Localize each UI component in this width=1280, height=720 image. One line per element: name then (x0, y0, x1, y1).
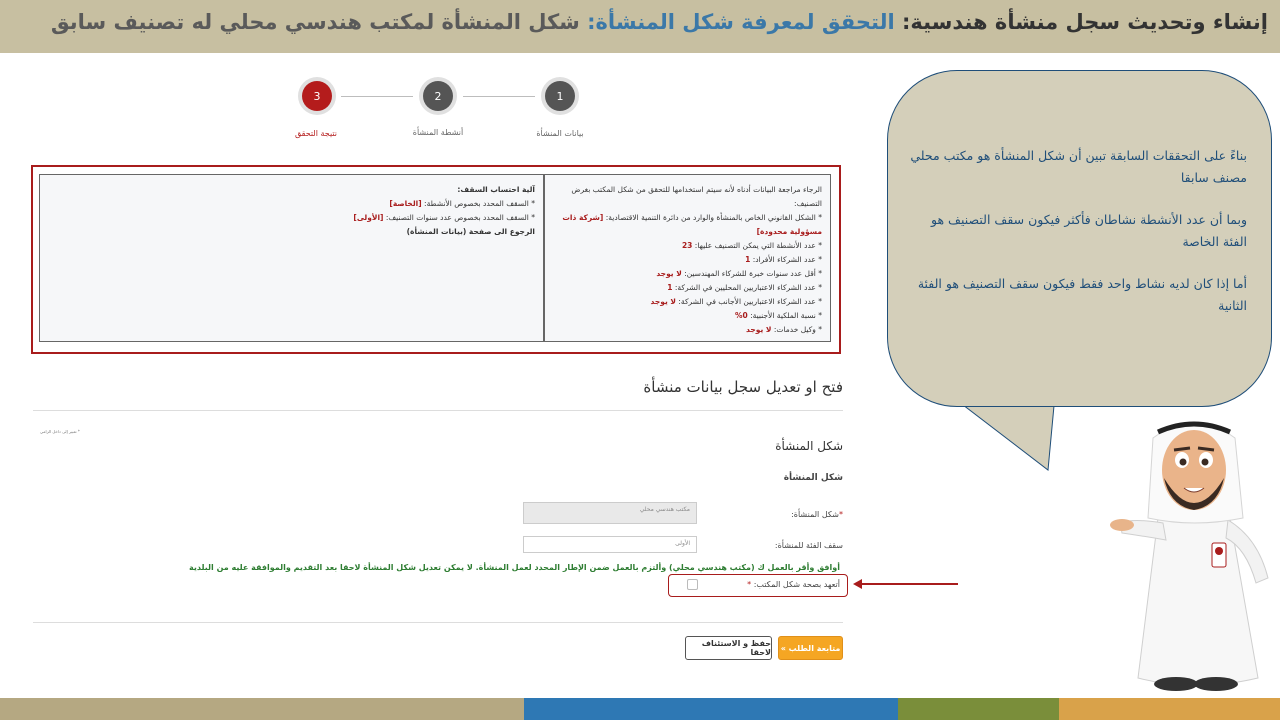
footer-segment (898, 698, 1059, 720)
foreign-corporate-row: * عدد الشركاء الاعتباريين الأجانب في الشركة: لا يوجد (650, 297, 822, 306)
step-1-label: بيانات المنشأة (536, 129, 584, 138)
form-title: فتح او تعديل سجل بيانات منشأة (643, 378, 843, 396)
ceiling-title: آلية احتساب السقف: (457, 185, 535, 194)
footer-segment (524, 698, 898, 720)
foreign-ownership-row: * نسبة الملكية الأجنبية: 0% (734, 311, 822, 320)
divider (33, 622, 843, 623)
entity-form-label: *شكل المنشأة: (791, 510, 843, 519)
activities-value: 23 (681, 241, 693, 250)
local-corporate-value: 1 (667, 283, 673, 292)
step-connector (341, 96, 413, 97)
save-resume-later-button[interactable]: حفظ و الاستئناف لاحقا (685, 636, 772, 660)
pointer-arrow-head (853, 579, 862, 589)
bubble-paragraph-2: وبما أن عدد الأنشطة نشاطان فأكثر فيكون سقف التصنيف هو الفئة الخاصة (931, 212, 1247, 249)
bubble-paragraph-1: بناءً على التحققات السابقة تبين أن شكل المنشأة هو مكتب محلي مصنف سابقا (910, 148, 1247, 185)
activities-row: * عدد الأنشطة التي يمكن التصنيف عليها: 23 (681, 241, 822, 250)
foreign-ownership-value: 0% (734, 311, 748, 320)
category-ceiling-label: سقف الفئة للمنشأة: (774, 541, 843, 550)
legal-form-value: [شركة ذات مسؤولية محدودة] (562, 213, 822, 236)
divider (33, 410, 843, 411)
bubble-paragraph-3: أما إذا كان لديه نشاط واحد فقط فيكون سقف التصنيف هو الفئة الثانية (917, 276, 1247, 313)
ceiling-years-row: * السقف المحدد بخصوص عدد سنوات التصنيف: [الأولى] (353, 213, 535, 222)
ceiling-calculation-panel (39, 174, 544, 342)
ceiling-activities-row: * السقف المحدد بخصوص الأنشطة: [الخاصة] (389, 199, 535, 208)
section-title: شكل المنشأة (775, 439, 843, 453)
step-3-circle[interactable]: 3 (302, 81, 332, 111)
page-title (51, 10, 1268, 34)
step-1-circle[interactable]: 1 (545, 81, 575, 111)
title-part-3: شكل المنشأة لمكتب هندسي محلي له تصنيف سابق (50, 10, 580, 34)
agreement-text: أوافق وأقر بالعمل ك (مكتب هندسي محلي) وألتزم بالعمل ضمن الإطار المحدد لعمل المنشأة. لا يمكن تعديل شكل المنشأة لاحقا بعد التقديم والموافقة عليه من البلدية (189, 563, 840, 572)
individual-partners-row: * عدد الشركاء الأفراد: 1 (745, 255, 822, 264)
services-agent-row: * وكيل خدمات: لا يوجد (746, 325, 822, 334)
title-part-2: التحقق لمعرفة شكل المنشأة: (587, 10, 895, 34)
footer-segment (1059, 698, 1280, 720)
legal-form-row: * الشكل القانوني الخاص بالمنشأة والوارد من دائرة التنمية الاقتصادية: [شركة ذات مسؤولية محدودة] (562, 213, 822, 236)
step-2-circle[interactable]: 2 (423, 81, 453, 111)
bubble-text (905, 145, 1247, 337)
step-connector (463, 96, 535, 97)
pledge-checkbox[interactable] (687, 579, 698, 590)
required-note: * تعبير إلى داخل الزامي (40, 429, 80, 434)
review-data-panel (544, 174, 831, 342)
pointer-arrow-line (858, 583, 958, 585)
title-part-1: إنشاء وتحديث سجل منشأة هندسية: (901, 10, 1268, 34)
ceiling-activities-value: [الخاصة] (389, 199, 422, 208)
footer-segment (0, 698, 524, 720)
min-experience-value: لا يوجد (656, 269, 682, 278)
entity-form-field[interactable]: مكتب هندسي محلي (523, 502, 697, 524)
continue-request-button[interactable]: متابعة الطلب » (778, 636, 843, 660)
subsection-title: شكل المنشأة (783, 473, 843, 483)
step-3-label: نتيجة التحقق (294, 129, 337, 138)
review-intro: الرجاء مراجعة البيانات أدناه لأنه سيتم استخدامها للتحقق من شكل المكتب بغرض التصنيف: (571, 185, 822, 208)
bubble-tail (940, 395, 1070, 475)
foreign-corporate-value: لا يوجد (650, 297, 676, 306)
local-corporate-row: * عدد الشركاء الاعتباريين المحليين في الشركة: 1 (667, 283, 822, 292)
category-ceiling-field[interactable]: الأولى (523, 536, 697, 553)
individual-partners-value: 1 (745, 255, 751, 264)
step-2-label: أنشطة المنشأة (412, 128, 464, 137)
ceiling-years-value: [الأولى] (353, 213, 384, 222)
services-agent-value: لا يوجد (746, 325, 772, 334)
pledge-label: أتعهد بصحة شكل المكتب: * (747, 580, 840, 589)
min-experience-row: * أقل عدد سنوات خبرة للشركاء المهندسين: لا يوجد (656, 269, 822, 278)
mascot-character (1108, 408, 1280, 693)
back-to-entity-data-link[interactable]: الرجوع الى صفحة (بيانات المنشأة) (406, 227, 535, 236)
